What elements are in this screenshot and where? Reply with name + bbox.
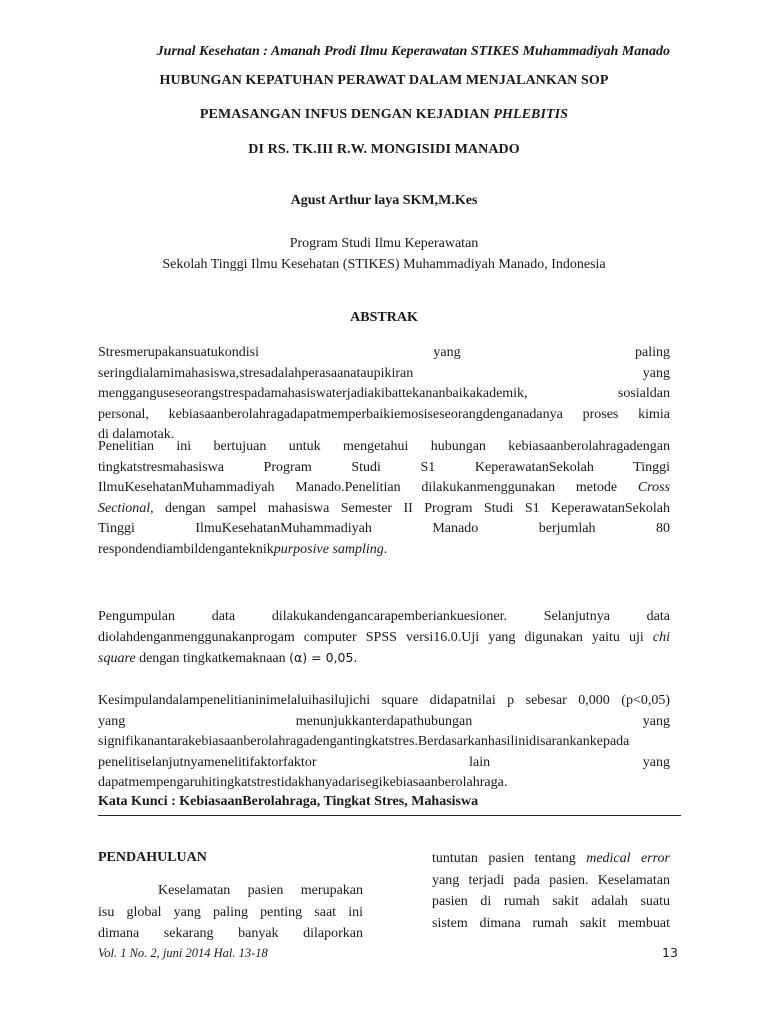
text-line: Stresmerupakansuatukondisi yang paling (98, 345, 670, 360)
text-line: isu global yang paling penting saat ini (98, 904, 363, 920)
text-line: penelitiselanjutnyamenelitifaktorfaktor lain yang (98, 754, 670, 770)
text-line: Penelitian ini bertujuan untuk mengetahui hubungan kebiasaanberolahragadengan (98, 439, 670, 454)
text-line: respondendiambildenganteknikpurposive sampling. (98, 541, 388, 557)
text-line: tuntutan pasien tentang medical error (432, 851, 670, 866)
text-line: dapatmempengaruhitingkatstrestidakhanyadarisegikebiasaanberolahraga. (98, 775, 508, 791)
intro-left-column (98, 880, 363, 945)
abstract-paragraph-2 (98, 437, 670, 561)
text-line: Keselamatan pasien merupakan (158, 883, 363, 898)
significance-formula: (α) = 0,05. (289, 650, 358, 666)
text-line: square dengan tingkatkemaknaan (α) = 0,05. (98, 650, 358, 667)
title-line-1: HUBUNGAN KEPATUHAN PERAWAT DALAM MENJALANKAN SOP (159, 73, 609, 88)
text-line: Kesimpulandalampenelitianinimelaluihasilujichi square didapatnilai p sebesar 0,000 (p<0,05) (98, 693, 670, 708)
text-line: Pengumpulan data dilakukandengancarapemberiankuesioner. Selanjutnya data (98, 609, 670, 624)
text-line: dimana sekarang banyak dilaporkan (98, 926, 363, 941)
text-line: IlmuKesehatanMuhammadiyah Manado.Penelitian dilakukanmenggunakan metode Cross (98, 480, 670, 496)
text-line: pasien di rumah sakit adalah suatu (432, 894, 670, 909)
footer-volume: Vol. 1 No. 2, juni 2014 Hal. 13-18 (98, 946, 268, 960)
text-line: di dalamotak. (98, 427, 175, 443)
text-line: personal, kebiasaanberolahragadapatmemperbaikiemosiseseorangdenganadanya proses kimia (98, 406, 670, 422)
keywords: Kata Kunci : KebiasaanBerolahraga, Tingkat Stres, Mahasiswa (98, 794, 479, 809)
abstract-paragraph-3 (98, 607, 670, 670)
intro-right-column (432, 848, 670, 934)
text-line: mengganguseseorangstrespadamahasiswaterjadiakibattekananbaikakademik, sosialdan (98, 386, 670, 402)
affiliation-program: Program Studi Ilmu Keperawatan (289, 236, 479, 251)
text-line: yang menunjukkanterdapathubungan yang (98, 713, 670, 729)
section-divider (98, 815, 681, 816)
abstract-paragraph-1 (98, 343, 670, 446)
title-line-2: PEMASANGAN INFUS DENGAN KEJADIAN PHLEBITIS (199, 107, 569, 122)
text-line: seringdialamimahasiswa,stresadalahperasaanataupikiran yang (98, 365, 670, 381)
text-line: diolahdenganmenggunakanprogam computer SPSS versi16.0.Uji yang digunakan yaitu uji chi (98, 629, 670, 645)
text-line: tingkatstresmahasiswa Program Studi S1 KeperawatanSekolah Tinggi (98, 459, 670, 475)
page-number: 13 (662, 945, 678, 960)
journal-header: Jurnal Kesehatan : Amanah Prodi Ilmu Keperawatan STIKES Muhammadiyah Manado (156, 44, 670, 59)
abstract-paragraph-4 (98, 691, 670, 794)
abstract-heading: ABSTRAK (350, 310, 418, 325)
affiliation-institution: Sekolah Tinggi Ilmu Kesehatan (STIKES) Muhammadiyah Manado, Indonesia (162, 257, 606, 272)
text-line: Sectional, dengan sampel mahasiswa Semester II Program Studi S1 KeperawatanSekolah (98, 500, 670, 516)
text-line: yang terjadi pada pasien. Keselamatan (432, 872, 670, 888)
section-heading-pendahuluan: PENDAHULUAN (98, 850, 207, 865)
title-line-3: DI RS. TK.III R.W. MONGISIDI MANADO (248, 142, 520, 157)
text-line: sistem dimana rumah sakit membuat (432, 915, 670, 931)
text-line: signifikanantarakebiasaanberolahragadengantingkatstres.Berdasarkanhasilinidisarankankepada (98, 734, 630, 750)
author-name: Agust Arthur laya SKM,M.Kes (290, 193, 478, 208)
text-line: Tinggi IlmuKesehatanMuhammadiyah Manado berjumlah 80 (98, 521, 670, 537)
